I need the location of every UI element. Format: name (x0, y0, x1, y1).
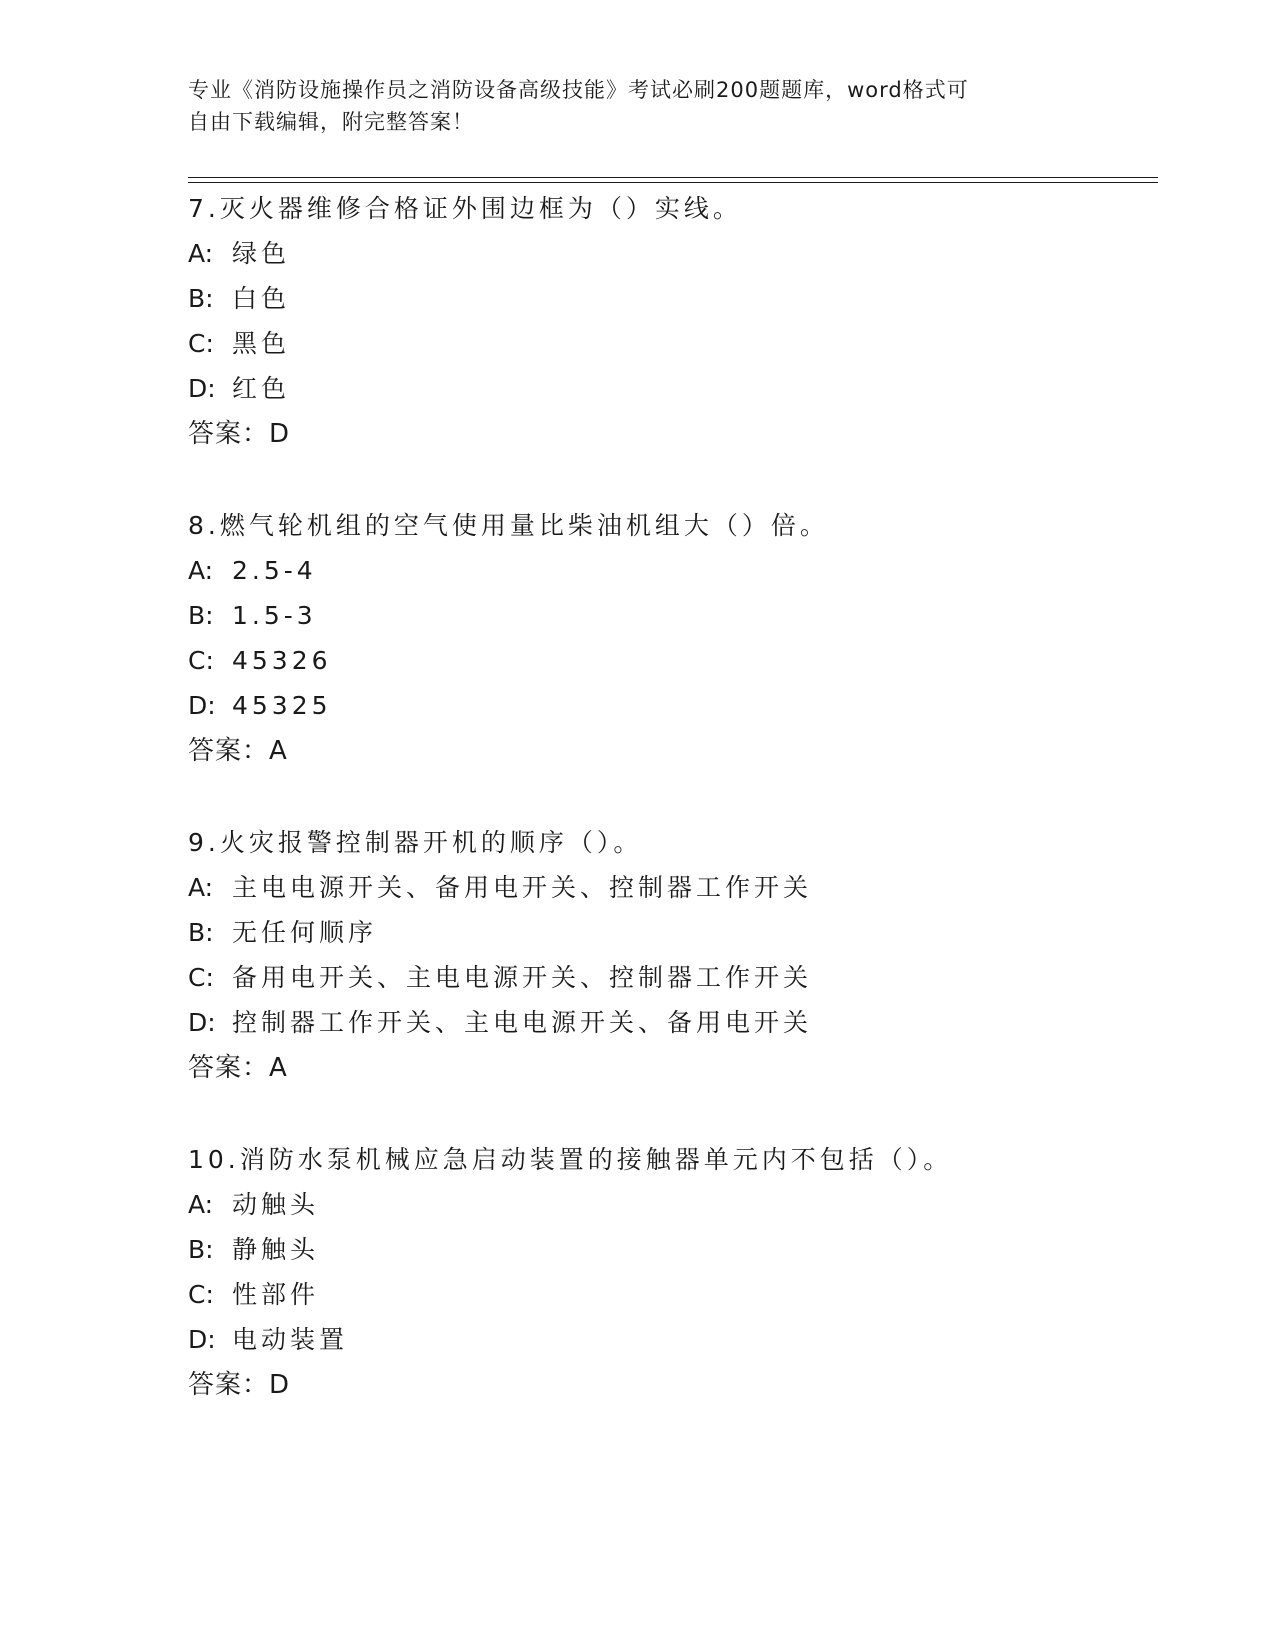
option-text: 白色 (232, 284, 291, 313)
option-a (188, 1188, 319, 1222)
option-text: 黑色 (232, 329, 291, 358)
option-text: 绿色 (232, 239, 291, 268)
option-letter: B: (188, 918, 214, 947)
question-stem: 7.灭火器维修合格证外围边框为（）实线。 (188, 194, 742, 223)
answer-label: 答案：D (188, 419, 291, 449)
option-a (188, 871, 812, 905)
option-d (188, 1323, 348, 1357)
answer-label: 答案：A (188, 736, 288, 766)
header-divider-bottom (188, 182, 1158, 183)
option-b (188, 916, 377, 950)
option-letter: D: (188, 691, 216, 720)
option-text: 45325 (232, 691, 332, 720)
option-d (188, 372, 290, 406)
option-letter: C: (188, 963, 214, 992)
option-text: 主电电源开关、备用电开关、控制器工作开关 (232, 873, 813, 902)
option-letter: A: (188, 239, 214, 268)
option-letter: C: (188, 329, 214, 358)
option-text: 2.5-4 (232, 556, 317, 585)
option-d (188, 1006, 812, 1040)
option-text: 无任何顺序 (232, 918, 378, 947)
option-c (188, 961, 812, 995)
option-text: 1.5-3 (232, 601, 317, 630)
option-letter: A: (188, 873, 214, 902)
option-b (188, 1233, 319, 1267)
option-c (188, 1278, 319, 1312)
answer-label: 答案：D (188, 1370, 291, 1400)
option-a (188, 237, 290, 271)
option-d (188, 689, 332, 723)
header-line-2: 自由下载编辑，附完整答案！ (188, 110, 474, 134)
header-line-1: 专业《消防设施操作员之消防设备高级技能》考试必刷200题题库，word格式可 (188, 78, 969, 102)
option-text: 电动装置 (232, 1325, 349, 1354)
option-b (188, 282, 290, 316)
option-text: 红色 (232, 374, 291, 403)
option-letter: B: (188, 601, 214, 630)
question-stem: 10.消防水泵机械应急启动装置的接触器单元内不包括（）。 (188, 1145, 953, 1174)
option-letter: B: (188, 1235, 214, 1264)
header-divider-top (188, 177, 1158, 178)
option-text: 控制器工作开关、主电电源开关、备用电开关 (232, 1008, 813, 1037)
option-letter: D: (188, 1325, 216, 1354)
option-text: 45326 (232, 646, 332, 675)
option-b (188, 599, 317, 633)
option-letter: A: (188, 556, 214, 585)
option-letter: B: (188, 284, 214, 313)
option-text: 动触头 (232, 1190, 320, 1219)
option-c (188, 644, 332, 678)
option-text: 备用电开关、主电电源开关、控制器工作开关 (232, 963, 813, 992)
option-letter: C: (188, 646, 214, 675)
option-text: 静触头 (232, 1235, 320, 1264)
option-text: 性部件 (232, 1280, 320, 1309)
option-c (188, 327, 290, 361)
question-stem: 8.燃气轮机组的空气使用量比柴油机组大（）倍。 (188, 511, 829, 540)
option-letter: A: (188, 1190, 214, 1219)
answer-label: 答案：A (188, 1053, 288, 1083)
option-letter: D: (188, 1008, 216, 1037)
question-stem: 9.火灾报警控制器开机的顺序（）。 (188, 828, 643, 857)
option-letter: C: (188, 1280, 214, 1309)
option-a (188, 554, 317, 588)
option-letter: D: (188, 374, 216, 403)
document-header (188, 74, 1088, 138)
